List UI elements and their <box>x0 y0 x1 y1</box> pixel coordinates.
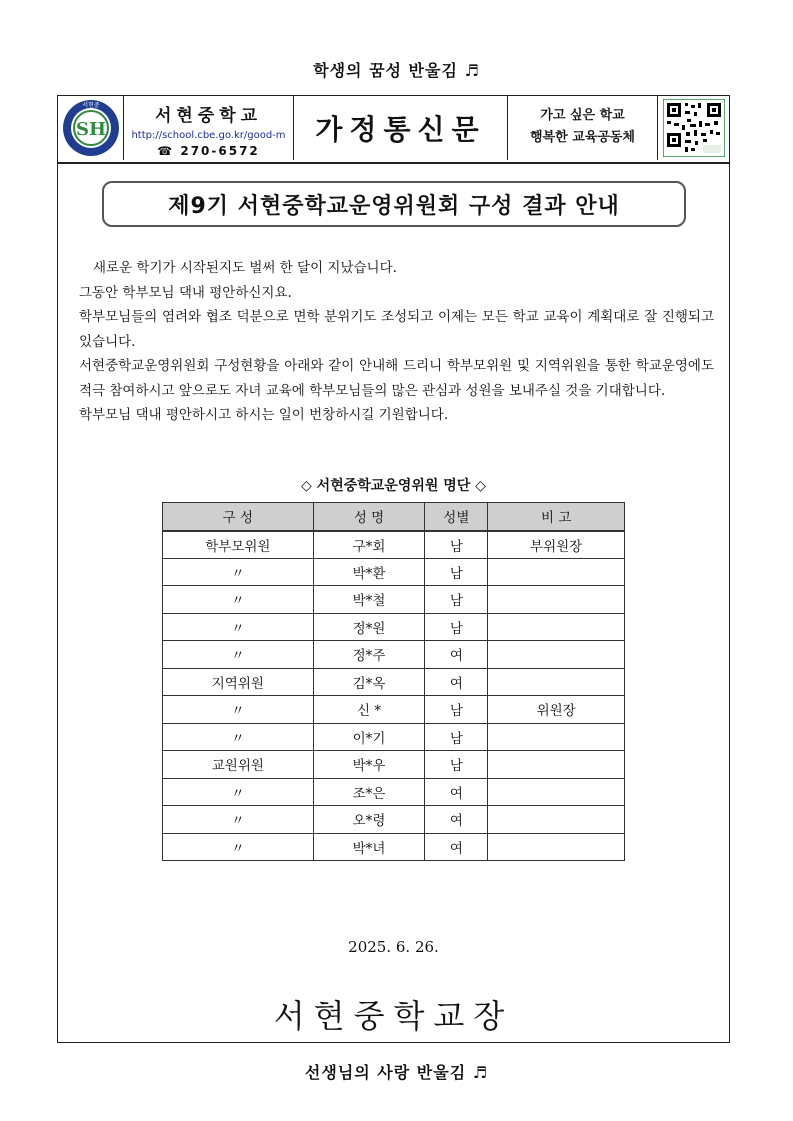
column-header: 성 명 <box>313 503 425 531</box>
table-cell: 남 <box>425 531 488 559</box>
table-cell <box>488 586 625 614</box>
table-cell: 〃 <box>163 696 314 724</box>
table-cell: 여 <box>425 806 488 834</box>
table-row <box>163 751 625 779</box>
bottom-slogan: 선생님의 사랑 반울김 ♬ <box>304 1063 489 1082</box>
table-row <box>163 723 625 751</box>
school-logo <box>58 96 124 160</box>
motto-line-1: 가고 싶은 학교 <box>540 108 625 123</box>
body-text <box>79 256 714 428</box>
table-cell: 여 <box>425 668 488 696</box>
table-header-row <box>163 503 625 531</box>
table-cell: 오*령 <box>313 806 425 834</box>
table-cell: 김*옥 <box>313 668 425 696</box>
table-cell <box>488 668 625 696</box>
qr-code-icon <box>663 99 725 157</box>
table-cell: 〃 <box>163 806 314 834</box>
table-cell: 〃 <box>163 641 314 669</box>
school-emblem-icon <box>61 98 121 158</box>
table-row <box>163 586 625 614</box>
table-row <box>163 806 625 834</box>
svg-text:SH: SH <box>75 119 106 140</box>
table-row <box>163 558 625 586</box>
svg-text:서현중: 서현중 <box>81 102 100 109</box>
table-cell: 〃 <box>163 586 314 614</box>
table-row <box>163 833 625 861</box>
paragraph: 그동안 학부모님 댁내 평안하신지요. <box>79 284 292 301</box>
school-info <box>124 96 294 160</box>
member-list-title: ◇ 서현중학교운영위원 명단 ◇ <box>301 478 486 494</box>
table-cell: 여 <box>425 778 488 806</box>
table-cell: 지역위원 <box>163 668 314 696</box>
issue-date: 2025. 6. 26. <box>348 938 439 956</box>
table-cell: 남 <box>425 586 488 614</box>
table-row <box>163 668 625 696</box>
table-cell <box>488 751 625 779</box>
table-cell: 박*철 <box>313 586 425 614</box>
principal-signature: 서현중학교장 <box>273 997 514 1035</box>
table-cell <box>488 558 625 586</box>
column-header: 구 성 <box>163 503 314 531</box>
table-cell: 조*은 <box>313 778 425 806</box>
table-cell: 남 <box>425 696 488 724</box>
table-cell: 남 <box>425 558 488 586</box>
table-row <box>163 613 625 641</box>
column-header: 비 고 <box>488 503 625 531</box>
table-row <box>163 531 625 559</box>
table-cell <box>488 778 625 806</box>
table-cell: 신 * <box>313 696 425 724</box>
table-cell: 위원장 <box>488 696 625 724</box>
paragraph: 학부모님 댁내 평안하시고 하시는 일이 번창하시길 기원합니다. <box>79 407 449 423</box>
paragraph: 서현중학교운영위원회 구성현황을 아래와 같이 안내해 드리니 학부모위원 및 지역위원을 통한 학교운영에도 적극 참여하시고 앞으로도 자녀 교육에 학부모님들의 많은 관심과 성원을 보내주실 것을 기대합니다. <box>79 358 714 399</box>
school-motto <box>508 96 658 160</box>
table-cell: 정*원 <box>313 613 425 641</box>
table-cell: 〃 <box>163 723 314 751</box>
table-cell: 학부모위원 <box>163 531 314 559</box>
table-cell <box>488 806 625 834</box>
top-slogan: 학생의 꿈성 반울김 ♬ <box>313 61 480 80</box>
table-row <box>163 696 625 724</box>
table-cell: 구*회 <box>313 531 425 559</box>
table-row <box>163 778 625 806</box>
paragraph: 새로운 학기가 시작된지도 벌써 한 달이 지났습니다. <box>93 260 397 276</box>
table-cell: 남 <box>425 723 488 751</box>
table-cell: 교원위원 <box>163 751 314 779</box>
motto-line-2: 행복한 교육공동체 <box>530 130 635 145</box>
table-cell: 여 <box>425 833 488 861</box>
table-cell <box>488 641 625 669</box>
school-name: 서현중학교 <box>154 106 263 126</box>
paragraph: 학부모님들의 염려와 협조 덕분으로 면학 분위기도 조성되고 이제는 모든 학교 교육이 계획대로 잘 진행되고 있습니다. <box>79 309 714 350</box>
header <box>58 96 729 164</box>
table-cell: 정*주 <box>313 641 425 669</box>
table-cell <box>488 723 625 751</box>
table-cell: 여 <box>425 641 488 669</box>
table-cell: 남 <box>425 751 488 779</box>
table-cell: 박*녀 <box>313 833 425 861</box>
table-cell <box>488 833 625 861</box>
table-cell: 박*우 <box>313 751 425 779</box>
school-url-link[interactable]: http://school.cbe.go.kr/good-m <box>131 130 286 141</box>
table-cell: 〃 <box>163 778 314 806</box>
table-cell <box>488 613 625 641</box>
school-phone: ☎ 270-6572 <box>157 144 260 158</box>
newsletter-frame <box>57 95 730 1043</box>
member-table <box>162 502 625 861</box>
table-cell: 남 <box>425 613 488 641</box>
newsletter-title: 가정통신문 <box>294 96 508 160</box>
table-cell: 부위원장 <box>488 531 625 559</box>
table-cell: 〃 <box>163 833 314 861</box>
document-title: 제9기 서현중학교운영위원회 구성 결과 안내 <box>102 181 686 227</box>
table-cell: 박*환 <box>313 558 425 586</box>
table-row <box>163 641 625 669</box>
column-header: 성별 <box>425 503 488 531</box>
table-cell: 〃 <box>163 558 314 586</box>
qr-code[interactable] <box>658 96 729 160</box>
table-cell: 이*기 <box>313 723 425 751</box>
table-cell: 〃 <box>163 613 314 641</box>
